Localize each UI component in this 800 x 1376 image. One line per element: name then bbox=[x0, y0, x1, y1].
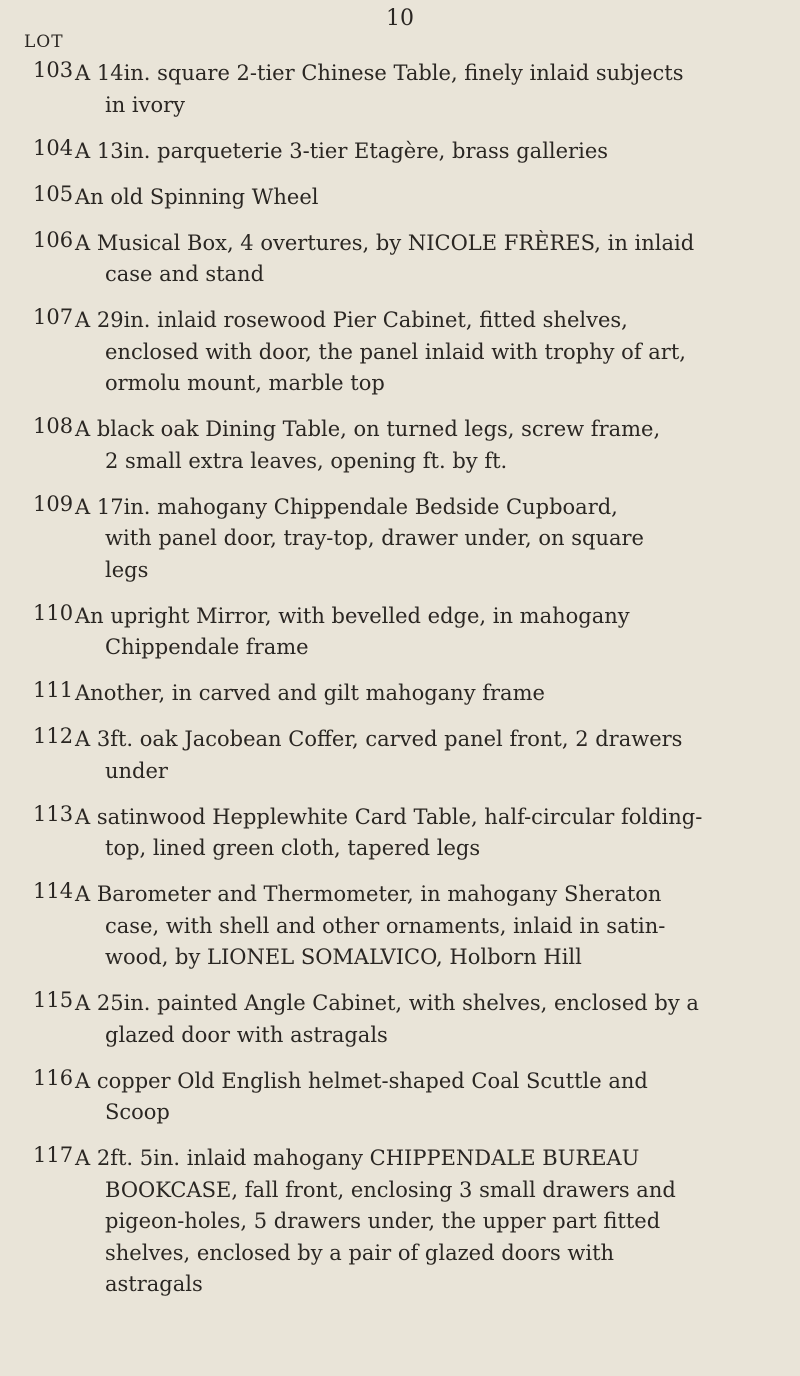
lot-description-line: astragals bbox=[105, 1272, 203, 1296]
lot-number: 105 bbox=[33, 181, 74, 206]
lot-number: 116 bbox=[33, 1065, 74, 1090]
lot-description-line: Chippendale frame bbox=[105, 635, 309, 659]
lot-description bbox=[75, 305, 781, 400]
lot-description-line: case, with shell and other ornaments, inlaid in satin- bbox=[105, 913, 666, 938]
lot-description-line: A 29in. inlaid rosewood Pier Cabinet, fitted shelves, bbox=[75, 308, 628, 332]
lot-number: 114 bbox=[33, 879, 74, 903]
lot-description-line: A Musical Box, 4 overtures, by NICOLE FRÈRES, in inlaid bbox=[75, 230, 695, 255]
lot-description bbox=[75, 1143, 781, 1301]
lot-description bbox=[75, 802, 781, 865]
lot-number: 112 bbox=[33, 724, 74, 748]
lot-number: 113 bbox=[33, 801, 74, 826]
lot-description-line: BOOKCASE, fall front, enclosing 3 small drawers and bbox=[105, 1177, 676, 1202]
lot-number: 115 bbox=[33, 988, 74, 1012]
lot-number: 106 bbox=[33, 227, 74, 252]
lot-number: 108 bbox=[33, 414, 74, 438]
lot-description-line: under bbox=[105, 758, 168, 783]
lot-description-line: A 14in. square 2-tier Chinese Table, finely inlaid subjects bbox=[75, 61, 684, 85]
lot-description-line: wood, by LIONEL SOMALVICO, Holborn Hill bbox=[105, 945, 582, 969]
lot-description-line: A black oak Dining Table, on turned legs, screw frame, bbox=[75, 417, 661, 441]
lot-description bbox=[75, 601, 781, 664]
lot-description bbox=[75, 1066, 781, 1129]
lot-number: 117 bbox=[33, 1143, 74, 1167]
lot-description bbox=[75, 678, 781, 710]
lot-description-line: in ivory bbox=[105, 92, 186, 117]
lot-description bbox=[75, 58, 781, 121]
lot-description-line: case and stand bbox=[105, 262, 265, 286]
lot-number: 111 bbox=[33, 678, 74, 702]
lot-description-line: 2 small extra leaves, opening ft. by ft. bbox=[105, 448, 508, 473]
lot-description-line: A satinwood Hepplewhite Card Table, half-circular folding- bbox=[75, 804, 703, 829]
lot-description-line: enclosed with door, the panel inlaid with trophy of art, bbox=[105, 339, 686, 364]
lot-description-line: A 13in. parqueterie 3-tier Etagère, brass galleries bbox=[75, 138, 609, 163]
lot-description-line: top, lined green cloth, tapered legs bbox=[105, 836, 481, 860]
lot-number: 103 bbox=[33, 58, 74, 82]
lot-number: 110 bbox=[33, 600, 74, 625]
lot-number: 104 bbox=[33, 135, 74, 160]
lot-description-line: pigeon-holes, 5 drawers under, the upper part fitted bbox=[105, 1209, 661, 1233]
lot-description-line: An upright Mirror, with bevelled edge, in mahogany bbox=[75, 603, 630, 628]
lot-description bbox=[75, 182, 781, 214]
lot-description bbox=[75, 228, 781, 291]
lot-description bbox=[75, 879, 781, 974]
lot-description-line: A 25in. painted Angle Cabinet, with shelves, enclosed by a bbox=[75, 991, 699, 1015]
lot-description-line: A copper Old English helmet-shaped Coal Scuttle and bbox=[75, 1068, 648, 1093]
lot-description-line: shelves, enclosed by a pair of glazed doors with bbox=[105, 1240, 615, 1265]
lot-description-line: legs bbox=[105, 557, 149, 582]
lot-description-line: A Barometer and Thermometer, in mahogany Sheraton bbox=[75, 882, 662, 906]
lot-description bbox=[75, 724, 781, 787]
lot-description bbox=[75, 988, 781, 1051]
lot-description-line: ormolu mount, marble top bbox=[105, 371, 385, 395]
lot-description-line: An old Spinning Wheel bbox=[75, 184, 319, 209]
lot-description-line: with panel door, tray-top, drawer under, on square bbox=[105, 526, 644, 550]
lot-number: 107 bbox=[33, 305, 74, 329]
lot-description bbox=[75, 492, 781, 587]
lot-number: 109 bbox=[33, 491, 74, 516]
lot-description-line: glazed door with astragals bbox=[105, 1022, 388, 1047]
lot-description-line: A 3ft. oak Jacobean Coffer, carved panel front, 2 drawers bbox=[75, 727, 683, 751]
lot-description-line: A 17in. mahogany Chippendale Bedside Cupboard, bbox=[75, 494, 618, 519]
page-number: 10 bbox=[386, 6, 414, 31]
lot-description bbox=[75, 414, 781, 477]
lot-description-line: Another, in carved and gilt mahogany frame bbox=[75, 681, 545, 705]
lot-column-heading: LOT bbox=[24, 32, 64, 52]
lot-description-line: A 2ft. 5in. inlaid mahogany CHIPPENDALE BUREAU bbox=[75, 1146, 640, 1170]
lot-description bbox=[75, 136, 781, 168]
lot-description-line: Scoop bbox=[105, 1100, 170, 1124]
